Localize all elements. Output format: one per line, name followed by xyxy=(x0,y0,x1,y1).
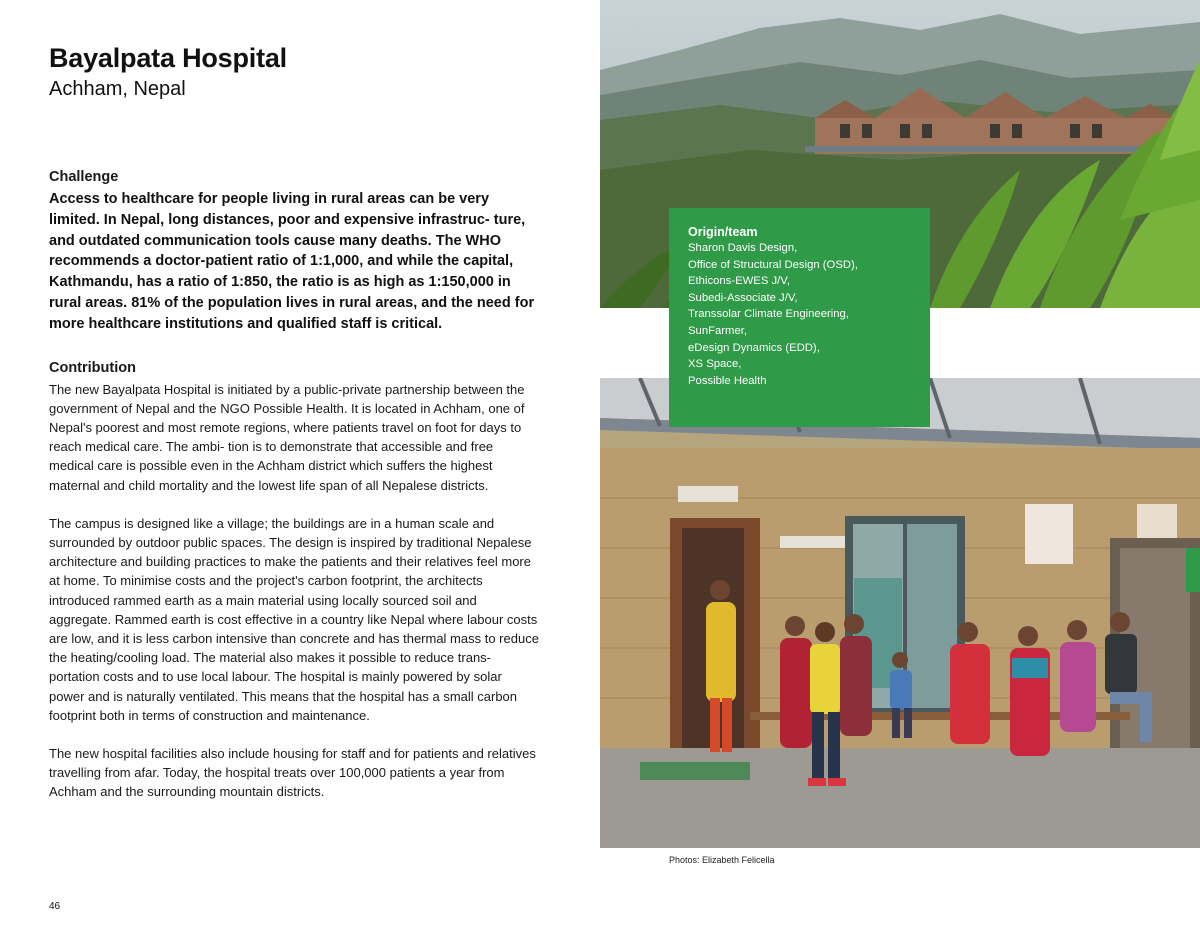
page-subtitle: Achham, Nepal xyxy=(49,78,186,100)
team-member: XS Space, xyxy=(688,358,742,371)
contribution-paragraph-2: The campus is designed like a village; the buildings are in a human scale and surrounded by outdoor public spaces. The design is inspired by traditional Nepalese architecture and building practices to make the patients and their relatives feel more at home. To minimise costs and the project's carbon footprint, the architects introduced rammed earth as a main material using locally sourced soil and aggregate. Rammed earth is cost effective in a country like Nepal where labour costs are low, and it is less carbon intensive than concrete and has thermal mass to reduce the heating/cooling load. The material also makes it possible to reduce trans- portation costs and to use local labour. The hospital is mainly powered by solar power and is naturally ventilated. This means that the hospital has a small carbon footprint both in terms of construction and maintenance. xyxy=(49,515,539,723)
team-member: Office of Structural Design (OSD), xyxy=(688,258,858,271)
green-tab-marker xyxy=(1186,548,1200,592)
team-member-list xyxy=(688,240,911,389)
page-title: Bayalpata Hospital xyxy=(49,43,287,73)
contribution-heading: Contribution xyxy=(49,359,136,376)
contribution-paragraph-1: The new Bayalpata Hospital is initiated by a public-private partnership between the government of Nepal and the NGO Possible Health. It is located in Achham, one of Nepal's poorest and most remote regions, where patients travel on foot for days to reach medical care. The ambi- tion is to demonstrate that accessible and free medical care is possible even in the Achham district which suffers the highest maternal and child mortality and the lowest life span of all Nepalese districts. xyxy=(49,381,525,493)
page-number: 46 xyxy=(49,901,61,912)
challenge-heading: Challenge xyxy=(49,169,119,185)
clinic-entrance-photo xyxy=(600,378,1200,848)
team-member: eDesign Dynamics (EDD), xyxy=(688,341,820,354)
challenge-text: Access to healthcare for people living in rural areas can be very limited. In Nepal, long distances, poor and expensive infrastruc- ture, and outdated communication tools cause many deaths. The WHO recommends a doctor-patient ratio of 1:1,000, and while the capital, Kathmandu, has a ratio of 1:850, the ratio is as high as 1:150,000 in rural areas. 81% of the population lives in rural areas, and the need for more healthcare institutions and qualified staff is critical. xyxy=(49,191,535,332)
text-column xyxy=(49,168,539,802)
team-member: Possible Health xyxy=(688,374,767,387)
photo-caption: Photos: Elizabeth Felicella xyxy=(669,855,775,865)
origin-team-heading: Origin/team xyxy=(688,225,758,239)
team-member: SunFarmer, xyxy=(688,324,748,337)
contribution-paragraph-3: The new hospital facilities also include housing for staff and for patients and relatives travelling from afar. Today, the hospital treats over 100,000 patients a year from Achham and the surrounding mountain districts. xyxy=(49,746,536,800)
origin-team-box xyxy=(669,208,930,427)
team-member: Subedi-Associate J/V, xyxy=(688,291,798,304)
team-member: Sharon Davis Design, xyxy=(688,242,798,254)
team-member: Ethicons-EWES J/V, xyxy=(688,275,790,288)
team-member: Transsolar Climate Engineering, xyxy=(688,308,849,321)
